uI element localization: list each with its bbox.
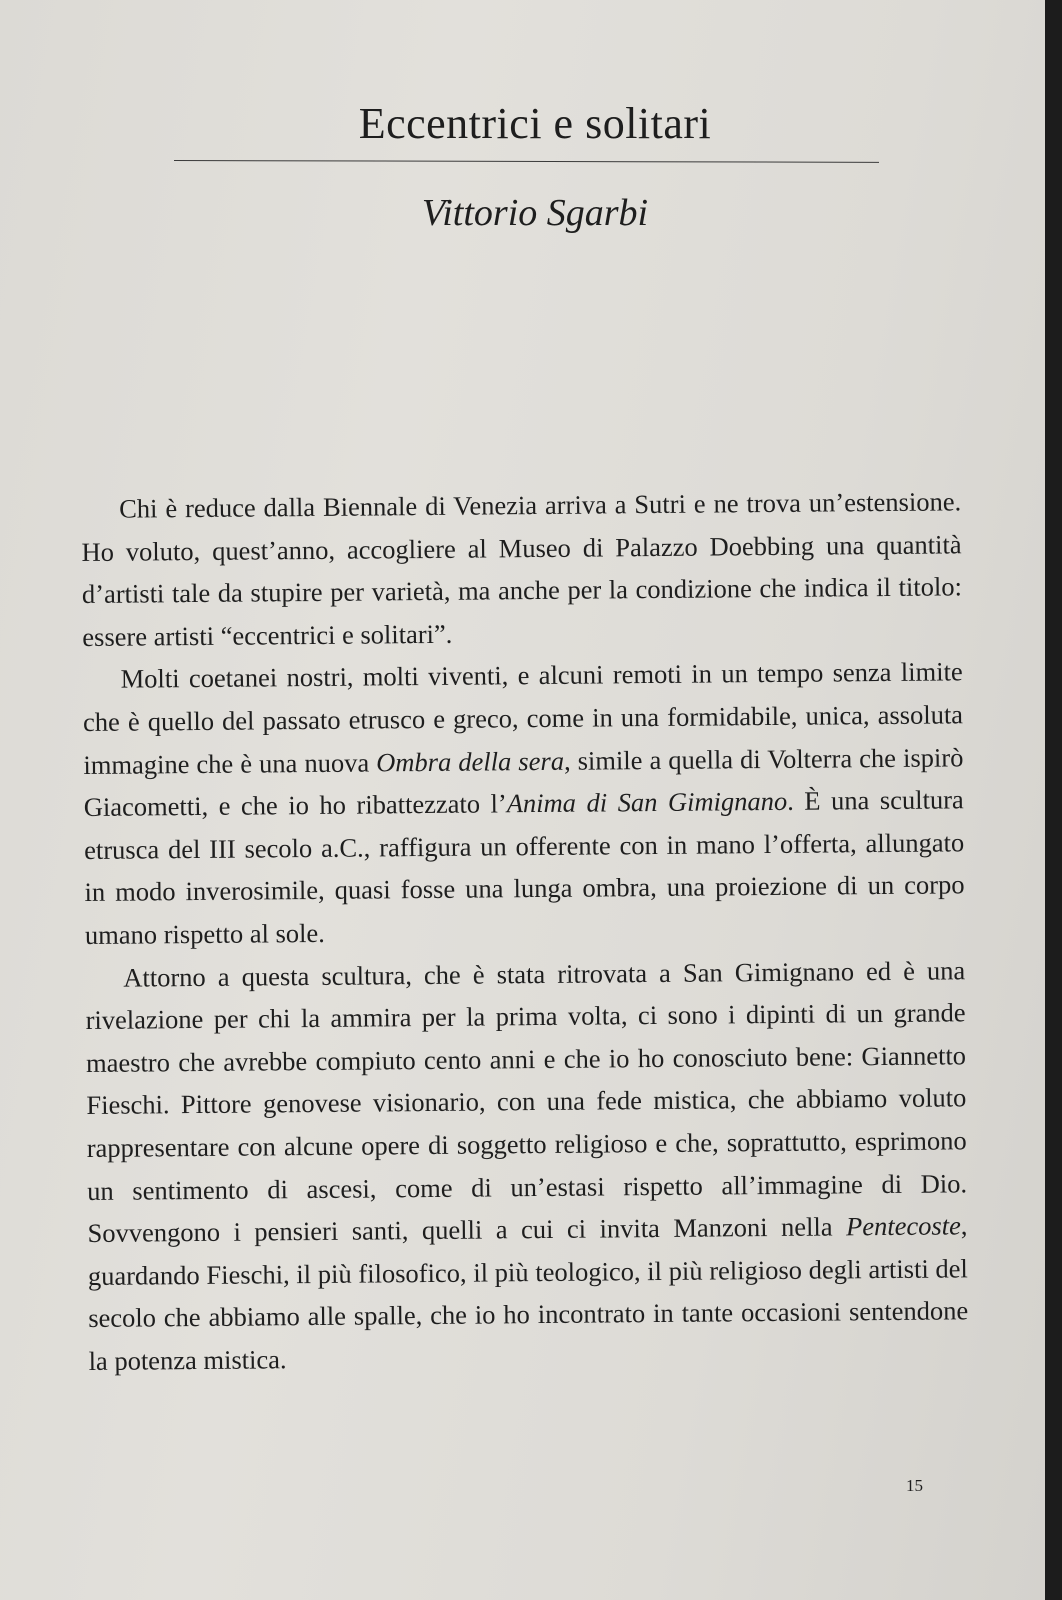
page-edge-shadow xyxy=(1045,0,1062,1600)
page-number: 15 xyxy=(906,1476,923,1495)
paragraph-2-text-1: Molti coetanei nostri, molti viventi, e alcuni remoti in un tempo senza limite che è quello del passato etrusco e greco, come in una formidabile, unica, assoluta immagine che è una nuova xyxy=(82,656,964,780)
author-name: Vittorio Sgarbi xyxy=(421,192,649,234)
work-title-pentecoste: Pentecoste xyxy=(845,1210,961,1242)
artwork-title-ombra: Ombra della sera xyxy=(376,745,565,777)
paragraph-3-text-1: Attorno a questa scultura, che è stata ritrovata a San Gimignano ed è una rivelazione per chi la ammira per la prima volta, ci sono i dipinti di un grande maestro che avrebbe compiuto cento anni e che io ho conosciuto bene: Giannetto Fieschi. Pittore genovese visionario, con una fede mistica, che abbiamo voluto rappresentare con alcune opere di soggetto religioso e che, soprattutto, esprimono un sentimento di ascesi, come di un’estasi rispetto all’immagine di Dio. Sovvengono i pensieri santi, quelli a cui ci invita Manzoni nella xyxy=(85,954,968,1249)
paragraph-3-text-2: , guardando Fieschi, il più filosofico, il più teologico, il più religioso degli artisti del secolo che abbiamo alle spalle, che io ho incontrato in tante occasioni sentendone la potenza mistica. xyxy=(87,1210,969,1376)
paragraph-2 xyxy=(82,651,965,957)
paragraph-1-text: Chi è reduce dalla Biennale di Venezia arriva a Sutri e ne trova un’estensione. Ho voluto, quest’anno, accogliere al Museo di Palazzo Doebbing una quantità d’artisti tale da stupire per varietà, ma anche per la condizione che indica il titolo: essere artisti “eccentrici e solitari”. xyxy=(81,486,963,652)
paragraph-3 xyxy=(85,949,969,1383)
artwork-title-anima: Anima di San Gimignano xyxy=(506,786,788,819)
paragraph-2-text-3: . È una scultura etrusca del III secolo a.C., raffigura un offerente con in mano l’offerta, allungato in modo inverosimile, quasi fosse una lunga ombra, una proiezione di un corpo umano rispetto al sole. xyxy=(84,784,965,950)
title-rule xyxy=(174,160,879,163)
paragraph-2-text-2: , simile a quella di Volterra che ispirò Giacometti, e che io ho ribattezzato l’ xyxy=(83,741,964,823)
chapter-title: Eccentrici e solitari xyxy=(358,99,712,148)
body-text xyxy=(81,480,969,1382)
paragraph-1 xyxy=(81,480,962,658)
